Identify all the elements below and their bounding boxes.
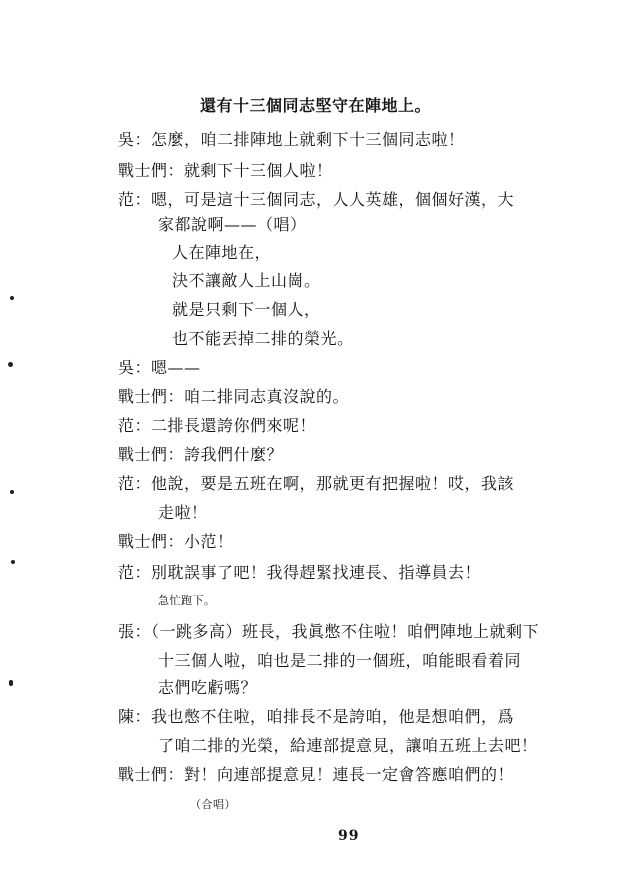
dialogue-line: 戰士們：咱二排同志真沒說的。 (118, 387, 350, 406)
dialogue-line: 范：二排長還誇你們來呢！ (118, 416, 317, 435)
dialogue-line: 吳：嗯—— (118, 358, 201, 377)
scan-speck (9, 680, 13, 686)
dialogue-line: 戰士們：就剩下十三個人啦！ (118, 161, 333, 180)
lyric-line: 人在陣地在， (172, 243, 272, 262)
dialogue-continuation: 家都說啊——（唱） (158, 215, 307, 234)
dialogue-line: 戰士們：小范！ (118, 532, 234, 551)
dialogue-continuation: 志們吃虧嗎？ (158, 678, 258, 697)
dialogue-line: 張：（一跳多高）班長，我眞憋不住啦！咱們陣地上就剩下 (118, 622, 540, 641)
dialogue-line: 陳：我也憋不住啦，咱排長不是誇咱，他是想咱們，爲 (118, 707, 515, 726)
dialogue-line: 范：他說，要是五班在啊，那就更有把握啦！哎，我該 (118, 474, 515, 493)
dialogue-line: 范：別耽誤事了吧！我得趕緊找連長、指導員去！ (118, 563, 482, 582)
dialogue-continuation: 走啦！ (158, 503, 208, 522)
dialogue-line: 范：嗯，可是這十三個同志，人人英雄，個個好漢，大 (118, 190, 515, 209)
stage-direction: 急忙跑下。 (158, 594, 216, 607)
scan-speck (11, 560, 15, 564)
lyric-line: 就是只剩下一個人， (172, 300, 321, 319)
page-number: 99 (338, 828, 360, 844)
scan-speck (10, 296, 14, 300)
dialogue-line: 戰士們：誇我們什麼？ (118, 445, 284, 464)
dialogue-line: 吳：怎麼，咱二排陣地上就剩下十三個同志啦！ (118, 130, 465, 149)
text-line: 還有十三個同志堅守在陣地上。 (200, 96, 432, 115)
dialogue-line: 戰士們：對！向連部提意見！連長一定會答應咱們的！ (118, 765, 515, 784)
lyric-line: 也不能丟掉二排的榮光。 (172, 329, 354, 348)
dialogue-continuation: 十三個人啦，咱也是二排的一個班，咱能眼看着同 (158, 651, 522, 670)
dialogue-continuation: 了咱二排的光榮，給連部提意見，讓咱五班上去吧！ (158, 736, 538, 755)
stage-direction: （合唱） (190, 798, 236, 811)
scan-speck (8, 362, 13, 367)
lyric-line: 決不讓敵人上山崗。 (172, 271, 321, 290)
scan-speck (10, 490, 14, 494)
